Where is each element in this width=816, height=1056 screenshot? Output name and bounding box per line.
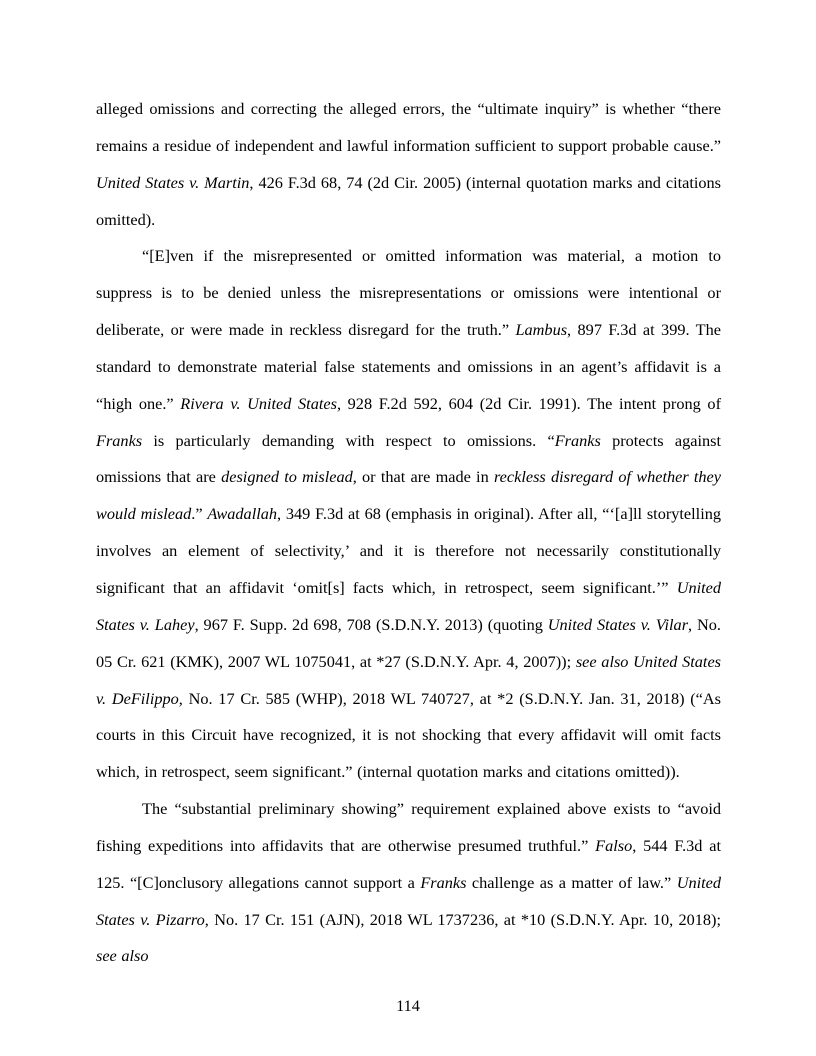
text-run-italic: United States v. Pizarro — [96, 872, 721, 929]
text-run-italic: Falso — [595, 835, 633, 855]
page-number: 114 — [396, 996, 420, 1015]
text-run-italic: see also — [96, 946, 149, 966]
text-run-italic: Awadallah — [207, 504, 278, 524]
text-run: , 897 F.3d at 399. The standard to demonstrate material false statements and omissions in an agent’s affidavit is a “high one.” — [96, 320, 721, 413]
text-run-italic: Franks — [554, 430, 601, 450]
text-run: , No. 17 Cr. 151 (AJN), 2018 WL 1737236, at *10 (S.D.N.Y. Apr. 10, 2018); — [204, 909, 721, 929]
text-run: , 544 F.3d at 125. “[C]onclusory allegations cannot support a — [96, 835, 721, 892]
document-body — [96, 91, 721, 975]
page-footer — [0, 996, 816, 1016]
text-run-italic: see also United States v. DeFilippo — [96, 651, 722, 708]
text-run: is particularly demanding with respect to omissions. “ — [142, 430, 555, 450]
text-run: challenge as a matter of law.” — [466, 872, 677, 892]
text-run: The “substantial preliminary showing” requirement explained above exists to “avoid fishing expeditions into affidavits that are otherwise presumed truthful.” — [96, 799, 721, 855]
text-run: alleged omissions and correcting the alleged errors, the “ultimate inquiry” is whether “there remains a residue of independent and lawful information sufficient to support probable cause.” — [96, 99, 721, 155]
text-run: , 349 F.3d at 68 (emphasis in original). After all, “‘[a]ll storytelling involves an element of selectivity,’ and it is therefore not necessarily constitutionally significant that an affidavit ‘omit[s] facts which, in retrospect, seem significant.’” — [96, 504, 722, 597]
text-run-italic: Franks — [420, 872, 467, 892]
text-run: , No. 17 Cr. 585 (WHP), 2018 WL 740727, at *2 (S.D.N.Y. Jan. 31, 2018) (“As courts in this Circuit have recognized, it is not shocking that every affidavit will omit facts which, in retrospect, seem significant.” (internal quotation marks and citations omitted)). — [96, 688, 721, 782]
paragraph — [96, 238, 721, 791]
text-run: “[E]ven if the misrepresented or omitted information was material, a motion to suppress is to be denied unless the misrepresentations or omissions were intentional or deliberate, or were made in reckless disregard for the truth.” — [96, 246, 721, 340]
text-run-italic: Franks — [96, 430, 143, 450]
paragraph — [96, 791, 721, 975]
text-run-italic: designed to mislead — [221, 467, 353, 487]
text-run: , or that are made in — [352, 467, 494, 487]
text-run: , 928 F.2d 592, 604 (2d Cir. 1991). The intent prong of — [336, 393, 721, 413]
text-run-italic: United States v. Vilar — [547, 614, 689, 634]
text-run-italic: United States v. Lahey — [96, 577, 721, 634]
text-run: , 426 F.3d 68, 74 (2d Cir. 2005) (internal quotation marks and citations omitted). — [96, 172, 722, 229]
text-run: , 967 F. Supp. 2d 698, 708 (S.D.N.Y. 2013) (quoting — [194, 614, 548, 634]
text-run: , No. 05 Cr. 621 (KMK), 2007 WL 1075041, at *27 (S.D.N.Y. Apr. 4, 2007)); — [96, 614, 721, 671]
text-run-italic: reckless disregard of whether they would mislead — [96, 467, 722, 524]
text-run: .” — [191, 504, 208, 524]
paragraph — [96, 91, 721, 238]
text-run-italic: Lambus — [515, 320, 568, 340]
text-run-italic: Rivera v. United States — [180, 393, 337, 413]
text-run-italic: United States v. Martin — [96, 172, 250, 192]
text-run: protects against omissions that are — [96, 430, 722, 487]
